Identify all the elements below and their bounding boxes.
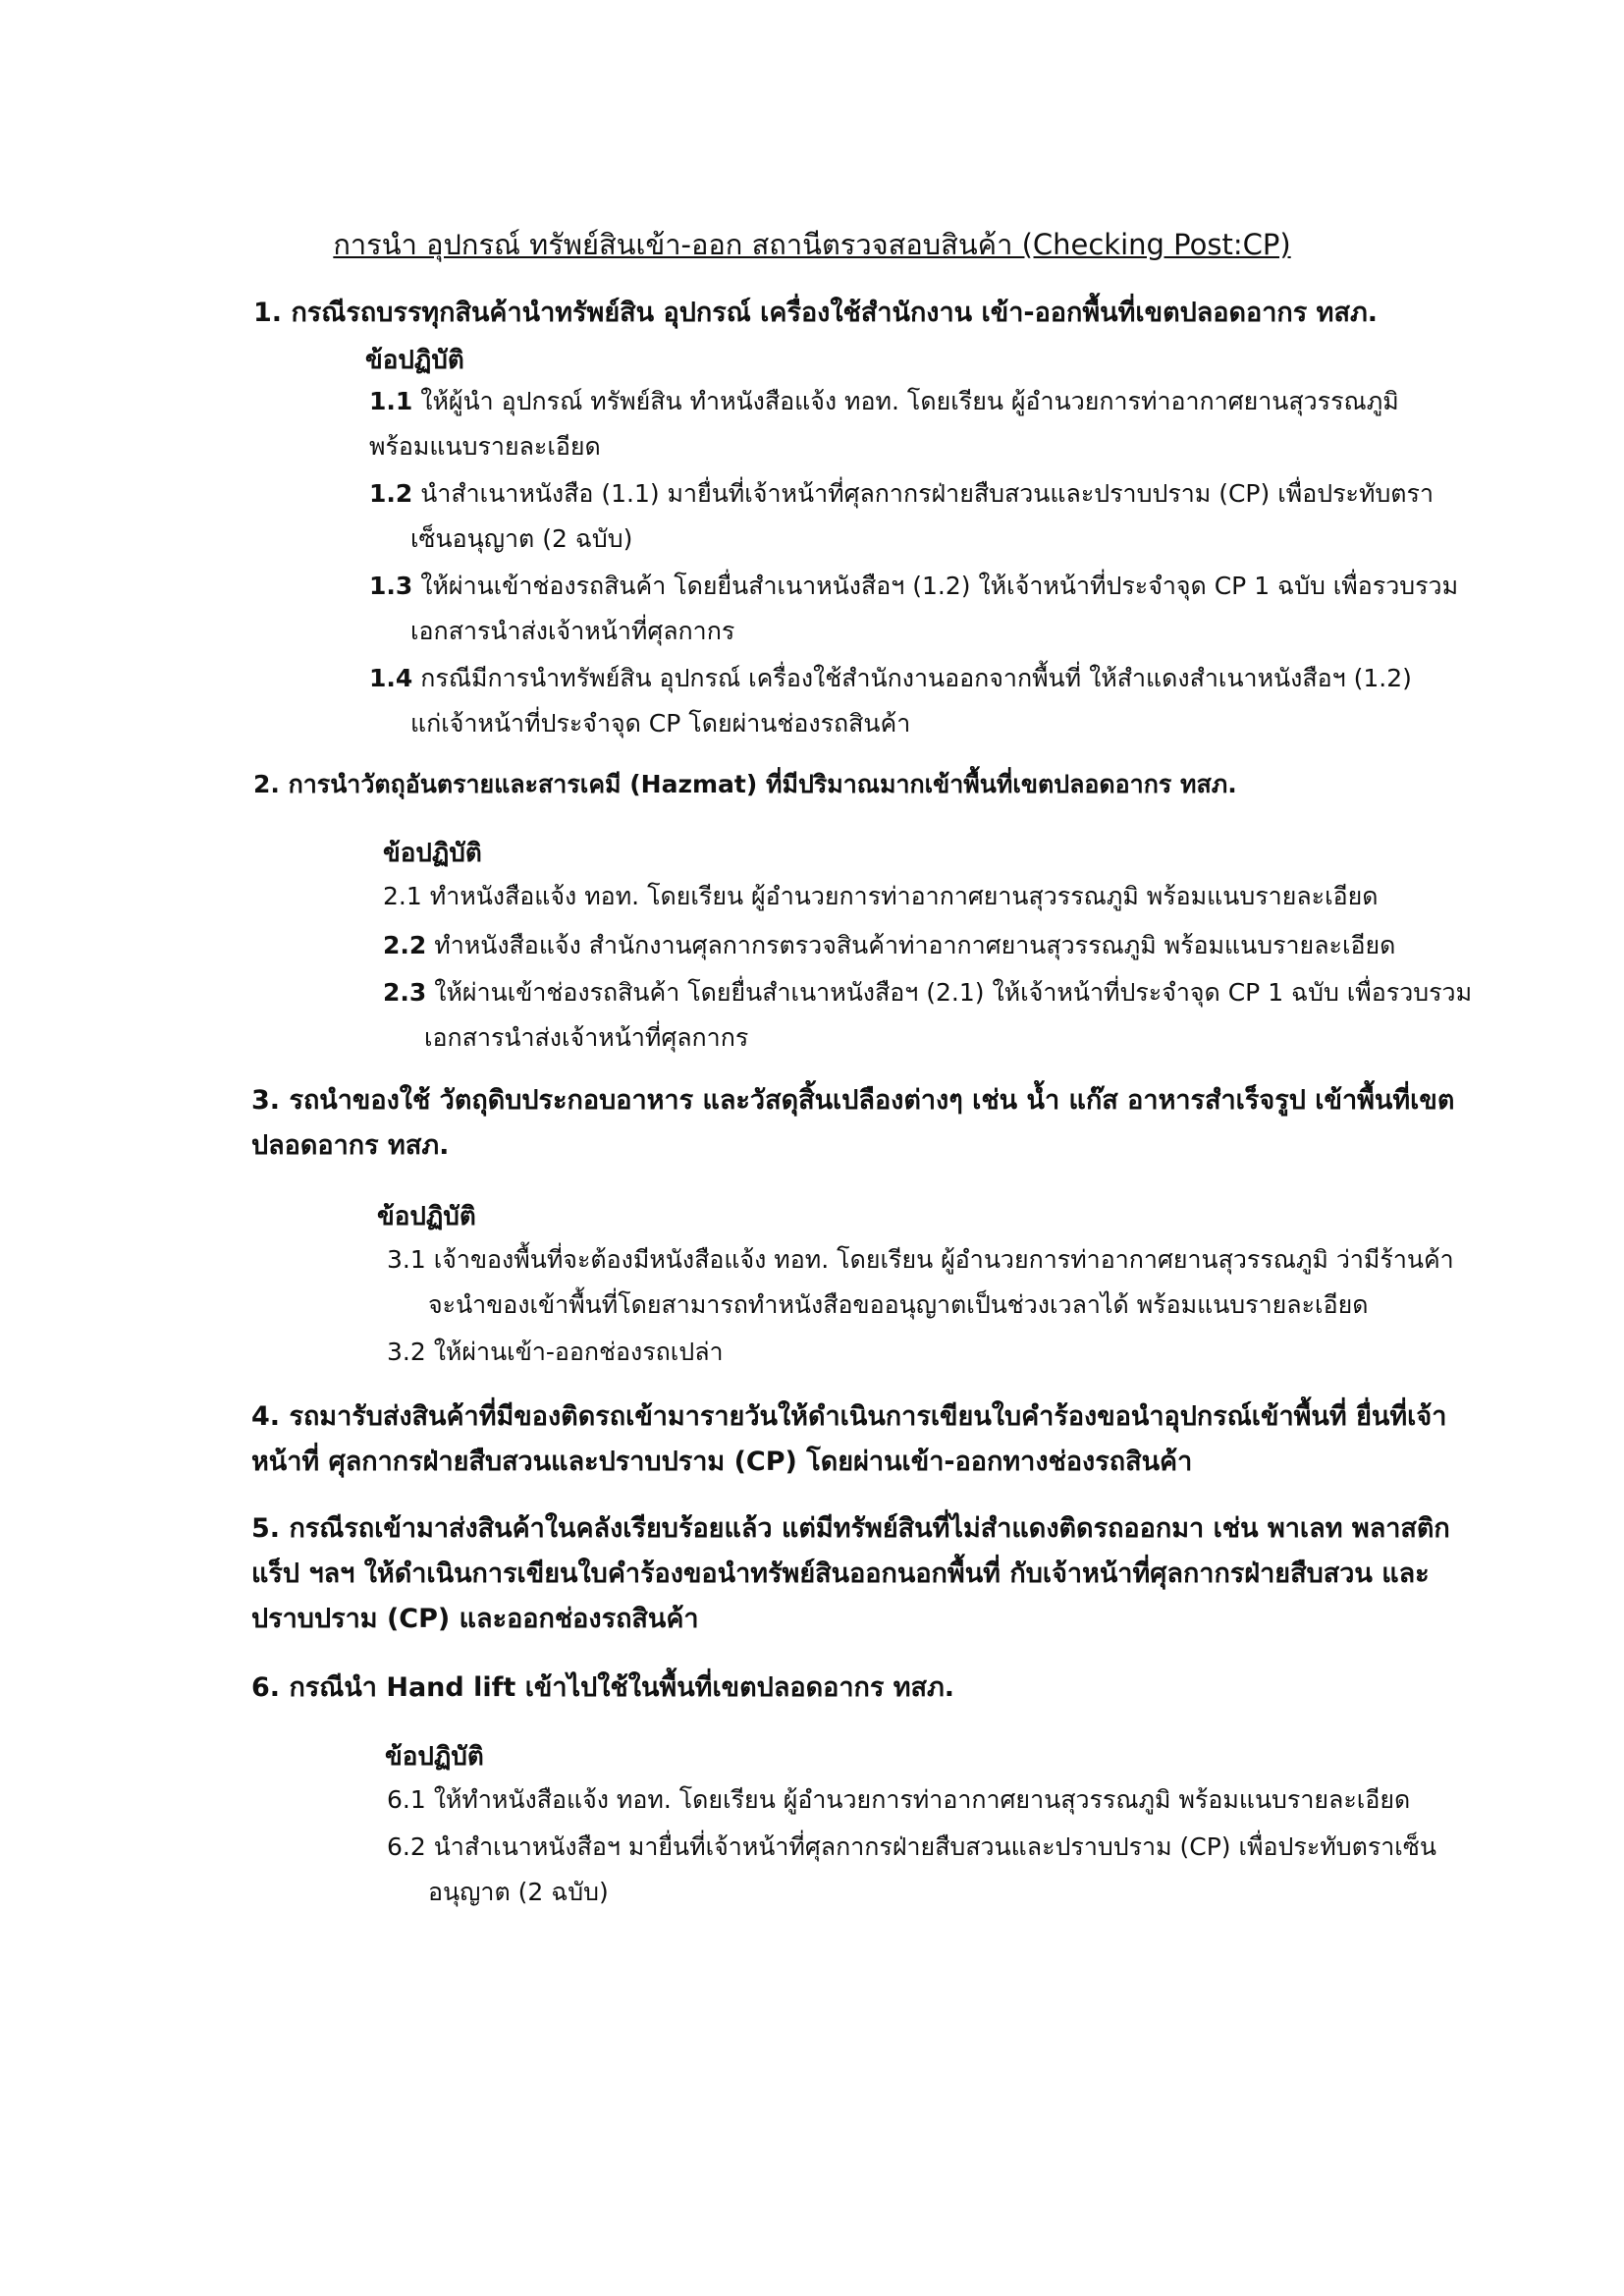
item-number: 3.2 — [387, 1338, 426, 1366]
section-subheading: ข้อปฏิบัติ — [385, 1742, 484, 1772]
section-heading: 6. กรณีนำ Hand lift เข้าไปใช้ในพื้นที่เขตปลอดอากร ทสภ. — [251, 1672, 955, 1703]
item-text: ให้ทำหนังสือแจ้ง ทอท. โดยเรียน ผู้อำนวยการท่าอากาศยานสุวรรณภูมิ พร้อมแนบรายละเอียด — [433, 1785, 1411, 1814]
section-subheading: ข้อปฏิบัติ — [377, 1202, 476, 1231]
item-text: กรณีมีการนำทรัพย์สิน อุปกรณ์ เครื่องใช้สำนักงานออกจากพื้นที่ ให้สำแดงสำเนาหนังสือฯ (1.2) — [420, 664, 1412, 692]
item-number: 1.2 — [369, 479, 413, 508]
list-item — [369, 564, 1498, 654]
item-text: ทำหนังสือแจ้ง ทอท. โดยเรียน ผู้อำนวยการท่าอากาศยานสุวรรณภูมิ พร้อมแนบรายละเอียด — [429, 882, 1379, 910]
item-text: ให้ผู้นำ อุปกรณ์ ทรัพย์สิน ทำหนังสือแจ้ง ทอท. โดยเรียน ผู้อำนวยการท่าอากาศยานสุวรรณภูมิ — [420, 387, 1399, 415]
item-text: ให้ผ่านเข้า-ออกช่องรถเปล่า — [433, 1338, 724, 1366]
list-item — [387, 1825, 1516, 1915]
section-subheading: ข้อปฏิบัติ — [365, 346, 464, 375]
item-number: 3.1 — [387, 1245, 426, 1274]
item-number: 6.1 — [387, 1785, 426, 1814]
item-text: ให้ผ่านเข้าช่องรถสินค้า โดยยื่นสำเนาหนังสือฯ (1.2) ให้เจ้าหน้าที่ประจำจุด CP 1 ฉบับ เพื่อรวบรวม — [420, 572, 1459, 600]
list-item — [387, 1777, 1516, 1823]
list-item — [383, 923, 1512, 968]
page-title: การนำ อุปกรณ์ ทรัพย์สินเข้า-ออก สถานีตรวจสอบสินค้า (Checking Post:CP) — [333, 228, 1291, 261]
item-text: ให้ผ่านเข้าช่องรถสินค้า โดยยื่นสำเนาหนังสือฯ (2.1) ให้เจ้าหน้าที่ประจำจุด CP 1 ฉบับ เพื่อรวบรวม — [434, 978, 1473, 1007]
list-item — [387, 1237, 1516, 1328]
item-text-cont: อนุญาต (2 ฉบับ) — [428, 1878, 609, 1906]
section-heading: 1. กรณีรถบรรทุกสินค้านำทรัพย์สิน อุปกรณ์ เครื่องใช้สำนักงาน เข้า-ออกพื้นที่เขตปลอดอากร ทสภ. — [253, 298, 1379, 328]
item-number: 1.1 — [369, 387, 413, 415]
item-text-cont: เอกสารนำส่งเจ้าหน้าที่ศุลกากร — [424, 1023, 749, 1052]
item-text-cont: แก่เจ้าหน้าที่ประจำจุด CP โดยผ่านช่องรถสินค้า — [410, 709, 911, 738]
item-number: 1.3 — [369, 572, 413, 600]
list-item — [383, 874, 1512, 919]
list-item — [369, 656, 1498, 746]
item-text: ทำหนังสือแจ้ง สำนักงานศุลกากรตรวจสินค้าท่าอากาศยานสุวรรณภูมิ พร้อมแนบรายละเอียด — [434, 931, 1396, 959]
item-text-cont: จะนำของเข้าพื้นที่โดยสามารถทำหนังสือขออนุญาตเป็นช่วงเวลาได้ พร้อมแนบรายละเอียด — [428, 1290, 1369, 1319]
list-item — [387, 1330, 1516, 1375]
item-text: เจ้าของพื้นที่จะต้องมีหนังสือแจ้ง ทอท. โดยเรียน ผู้อำนวยการท่าอากาศยานสุวรรณภูมิ ว่ามีร้านค้า — [433, 1245, 1454, 1274]
item-number: 6.2 — [387, 1832, 426, 1861]
item-text-cont: เอกสารนำส่งเจ้าหน้าที่ศุลกากร — [410, 617, 735, 645]
section-subheading: ข้อปฏิบัติ — [383, 839, 482, 868]
list-item — [369, 471, 1498, 562]
list-item — [383, 970, 1512, 1061]
item-number: 1.4 — [369, 664, 413, 692]
item-text-cont: พร้อมแนบรายละเอียด — [369, 432, 601, 461]
section-heading: 4. รถมารับส่งสินค้าที่มีของติดรถเข้ามารายวันให้ดำเนินการเขียนใบคำร้องขอนำอุปกรณ์เข้าพื้นที่ ยื่นที่เจ้าหน้าที่ ศุลกากรฝ่ายสืบสวนและปราบปราม (CP) โดยผ่านเข้า-ออกทางช่องรถสินค้า — [251, 1401, 1447, 1477]
item-number: 2.1 — [383, 882, 422, 910]
item-text-cont: เซ็นอนุญาต (2 ฉบับ) — [410, 524, 633, 553]
item-number: 2.3 — [383, 978, 427, 1007]
list-item — [369, 379, 1498, 469]
item-text: นำสำเนาหนังสือฯ มายื่นที่เจ้าหน้าที่ศุลกากรฝ่ายสืบสวนและปราบปราม (CP) เพื่อประทับตราเซ็น — [433, 1832, 1436, 1861]
item-text: นำสำเนาหนังสือ (1.1) มายื่นที่เจ้าหน้าที่ศุลกากรฝ่ายสืบสวนและปราบปราม (CP) เพื่อประทับตรา — [420, 479, 1435, 508]
section-heading: 5. กรณีรถเข้ามาส่งสินค้าในคลังเรียบร้อยแล้ว แต่มีทรัพย์สินที่ไม่สำแดงติดรถออกมา เช่น พาเลท พลาสติกแร็ป ฯลฯ ให้ดำเนินการเขียนใบคำร้องขอนำทรัพย์สินออกนอกพื้นที่ กับเจ้าหน้าที่ศุลกากรฝ่ายสืบสวน และปราบปราม (CP) และออกช่องรถสินค้า — [251, 1513, 1450, 1634]
section-heading: 3. รถนำของใช้ วัตถุดิบประกอบอาหาร และวัสดุสิ้นเปลืองต่างๆ เช่น น้ำ แก๊ส อาหารสำเร็จรูป เข้าพื้นที่เขต ปลอดอากร ทสภ. — [251, 1085, 1455, 1161]
section-heading: 2. การนำวัตถุอันตรายและสารเคมี (Hazmat) ที่มีปริมาณมากเข้าพื้นที่เขตปลอดอากร ทสภ. — [253, 770, 1237, 798]
item-number: 2.2 — [383, 931, 427, 959]
